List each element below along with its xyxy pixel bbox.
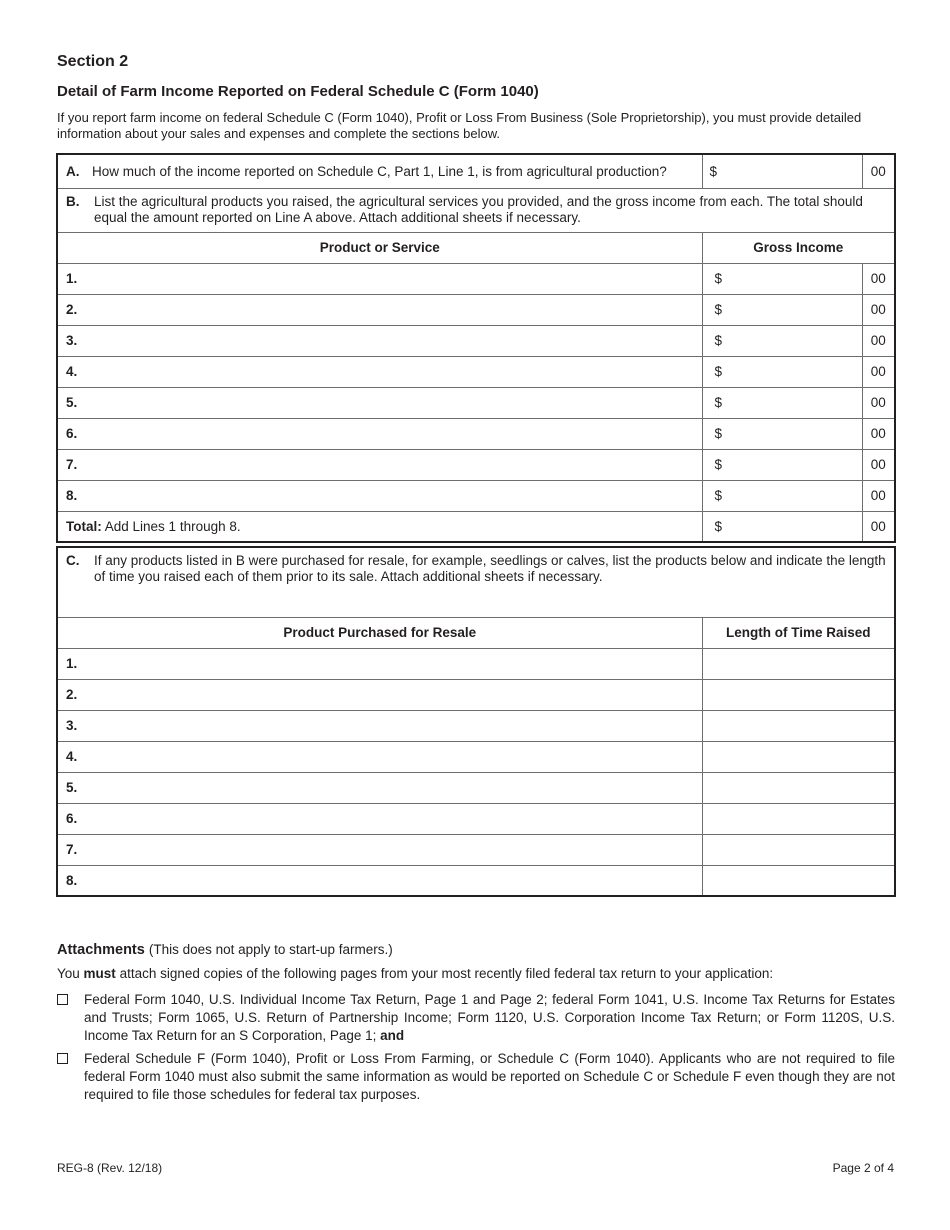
- product-field[interactable]: [57, 325, 702, 356]
- dollar-sign: $: [714, 364, 723, 379]
- total-dollar-sign: $: [714, 518, 723, 534]
- line-c-label: C.: [66, 553, 80, 568]
- product-field[interactable]: [57, 294, 702, 325]
- total-amount-field[interactable]: [702, 511, 862, 542]
- product-row: [57, 356, 895, 387]
- total-row: [57, 511, 895, 542]
- resale-product-field[interactable]: [57, 803, 702, 834]
- resale-row: [57, 679, 895, 710]
- row-number: 5.: [66, 780, 78, 795]
- row-number: 1.: [66, 656, 78, 671]
- row-number: 2.: [66, 302, 78, 317]
- line-a-dollar-sign: $: [709, 163, 718, 179]
- gross-income-field[interactable]: [702, 294, 862, 325]
- resale-row: [57, 772, 895, 803]
- product-row: [57, 449, 895, 480]
- resale-row: [57, 803, 895, 834]
- line-b-question-cell: [57, 188, 895, 232]
- gross-income-field[interactable]: [702, 325, 862, 356]
- line-b-label: B.: [66, 193, 80, 209]
- time-raised-field[interactable]: [702, 648, 895, 679]
- attachments-heading: Attachments: [57, 942, 145, 958]
- gross-income-field[interactable]: [702, 418, 862, 449]
- time-raised-field[interactable]: [702, 803, 895, 834]
- row-number: 7.: [66, 842, 78, 857]
- line-a-amount-field[interactable]: [702, 154, 862, 188]
- dollar-sign: $: [714, 457, 723, 472]
- dollar-sign: $: [714, 488, 723, 503]
- gross-income-field[interactable]: [702, 449, 862, 480]
- resale-row: [57, 865, 895, 896]
- row-number: 7.: [66, 457, 78, 472]
- line-c-question-cell: [57, 547, 895, 617]
- product-field[interactable]: [57, 449, 702, 480]
- cents-field[interactable]: 00: [862, 294, 895, 325]
- attachments-note: (This does not apply to start-up farmers.): [148, 942, 393, 957]
- cents-field[interactable]: 00: [862, 449, 895, 480]
- total-label-cell: [57, 511, 702, 542]
- form-id: REG-8 (Rev. 12/18): [57, 1161, 163, 1175]
- line-c-header-row: [57, 617, 895, 648]
- col-product-or-service: Product or Service: [57, 232, 702, 263]
- time-raised-field[interactable]: [702, 679, 895, 710]
- row-number: 4.: [66, 364, 78, 379]
- resale-row: [57, 741, 895, 772]
- line-b-question: List the agricultural products you raised, the agricultural services you provided, and the gross income from each. The total should equal the amount reported on Line A above. Attach additional sheets if necessary.: [94, 193, 863, 225]
- attachment-item-1: [57, 991, 895, 1045]
- lead-post: attach signed copies of the following pages from your most recently filed federal tax return to your application:: [115, 966, 774, 981]
- resale-product-field[interactable]: [57, 648, 702, 679]
- attachments-lead: [57, 966, 773, 981]
- line-a-row: [57, 154, 895, 188]
- total-label-text: Add Lines 1 through 8.: [104, 518, 241, 534]
- line-a-question-cell: [57, 154, 702, 188]
- form-heading: Detail of Farm Income Reported on Federal Schedule C (Form 1040): [57, 83, 539, 100]
- item1-bold: and: [380, 1028, 405, 1043]
- col-product-purchased-for-resale: Product Purchased for Resale: [57, 617, 702, 648]
- cents-field[interactable]: 00: [862, 480, 895, 511]
- row-number: 3.: [66, 333, 78, 348]
- dollar-sign: $: [714, 426, 723, 441]
- lead-bold: must: [83, 966, 116, 981]
- farm-income-table: [56, 153, 896, 543]
- cents-field[interactable]: 00: [862, 263, 895, 294]
- resale-row: [57, 834, 895, 865]
- line-a-cents-field[interactable]: 00: [862, 154, 895, 188]
- product-field[interactable]: [57, 387, 702, 418]
- resale-product-field[interactable]: [57, 865, 702, 896]
- line-a-label: A.: [66, 163, 80, 179]
- lead-pre: You: [57, 966, 84, 981]
- dollar-sign: $: [714, 271, 723, 286]
- time-raised-field[interactable]: [702, 710, 895, 741]
- line-a-question: How much of the income reported on Schedule C, Part 1, Line 1, is from agricultural production?: [92, 163, 667, 179]
- line-b-row: [57, 188, 895, 232]
- dollar-sign: $: [714, 395, 723, 410]
- time-raised-field[interactable]: [702, 834, 895, 865]
- product-row: [57, 387, 895, 418]
- page-number: Page 2 of 4: [832, 1161, 894, 1175]
- resale-product-field[interactable]: [57, 710, 702, 741]
- total-bold-label: Total:: [66, 518, 102, 534]
- row-number: 1.: [66, 271, 78, 286]
- cents-field[interactable]: 00: [862, 356, 895, 387]
- gross-income-field[interactable]: [702, 263, 862, 294]
- line-c-question: If any products listed in B were purchased for resale, for example, seedlings or calves, list the products below and indicate the length of time you raised each of them prior to its sale. Attach additional sheets if necessary.: [94, 553, 886, 584]
- cents-field[interactable]: 00: [862, 325, 895, 356]
- time-raised-field[interactable]: [702, 865, 895, 896]
- time-raised-field[interactable]: [702, 772, 895, 803]
- product-field[interactable]: [57, 480, 702, 511]
- product-row: [57, 325, 895, 356]
- row-number: 8.: [66, 488, 78, 503]
- resale-product-field[interactable]: [57, 679, 702, 710]
- product-field[interactable]: [57, 263, 702, 294]
- product-row: [57, 480, 895, 511]
- row-number: 2.: [66, 687, 78, 702]
- total-cents-field[interactable]: 00: [862, 511, 895, 542]
- row-number: 6.: [66, 811, 78, 826]
- product-row: [57, 263, 895, 294]
- row-number: 4.: [66, 749, 78, 764]
- intro-text: If you report farm income on federal Schedule C (Form 1040), Profit or Loss From Business (Sole Proprietorship), you must provide detailed information about your sales and expenses and complete the sections below.: [57, 110, 862, 141]
- product-row: [57, 418, 895, 449]
- attachment-item-2-text: Federal Schedule F (Form 1040), Profit or Loss From Farming, or Schedule C (Form 1040). Applicants who are not required to file federal Form 1040 must also submit the same information as would be reported on Schedule C or Schedule F even though they are not required to file those schedules for federal tax purposes.: [84, 1051, 895, 1102]
- line-c-row: [57, 547, 895, 617]
- resale-product-field[interactable]: [57, 772, 702, 803]
- gross-income-field[interactable]: [702, 356, 862, 387]
- attachments-title: [57, 942, 393, 958]
- product-field[interactable]: [57, 356, 702, 387]
- time-raised-field[interactable]: [702, 741, 895, 772]
- col-gross-income: Gross Income: [702, 232, 895, 263]
- cents-field[interactable]: 00: [862, 387, 895, 418]
- section-title: Section 2: [57, 53, 129, 70]
- line-b-header-row: [57, 232, 895, 263]
- row-number: 8.: [66, 872, 78, 888]
- gross-income-field[interactable]: [702, 387, 862, 418]
- product-row: [57, 294, 895, 325]
- dollar-sign: $: [714, 333, 723, 348]
- row-number: 6.: [66, 426, 78, 441]
- dollar-sign: $: [714, 302, 723, 317]
- resale-row: [57, 710, 895, 741]
- resale-products-table: [56, 546, 896, 897]
- item1-text: Federal Form 1040, U.S. Individual Income Tax Return, Page 1 and Page 2; federal Form 1041, U.S. Income Tax Returns for Estates and Trusts; Form 1065, U.S. Return of Partnership Income; Form 1120, U.S. Corporation Income Tax Return; or Form 1120S, U.S. Income Tax Return for an S Corporation, Page 1;: [84, 992, 895, 1043]
- row-number: 5.: [66, 395, 78, 410]
- gross-income-field[interactable]: [702, 480, 862, 511]
- attachment-item-2: [57, 1050, 895, 1104]
- row-number: 3.: [66, 718, 78, 733]
- resale-product-field[interactable]: [57, 741, 702, 772]
- resale-product-field[interactable]: [57, 834, 702, 865]
- resale-row: [57, 648, 895, 679]
- checkbox-item-1[interactable]: [57, 994, 68, 1005]
- checkbox-item-2[interactable]: [57, 1053, 68, 1064]
- product-field[interactable]: [57, 418, 702, 449]
- col-length-of-time-raised: Length of Time Raised: [702, 617, 895, 648]
- cents-field[interactable]: 00: [862, 418, 895, 449]
- attachment-item-1-text: [84, 991, 895, 1045]
